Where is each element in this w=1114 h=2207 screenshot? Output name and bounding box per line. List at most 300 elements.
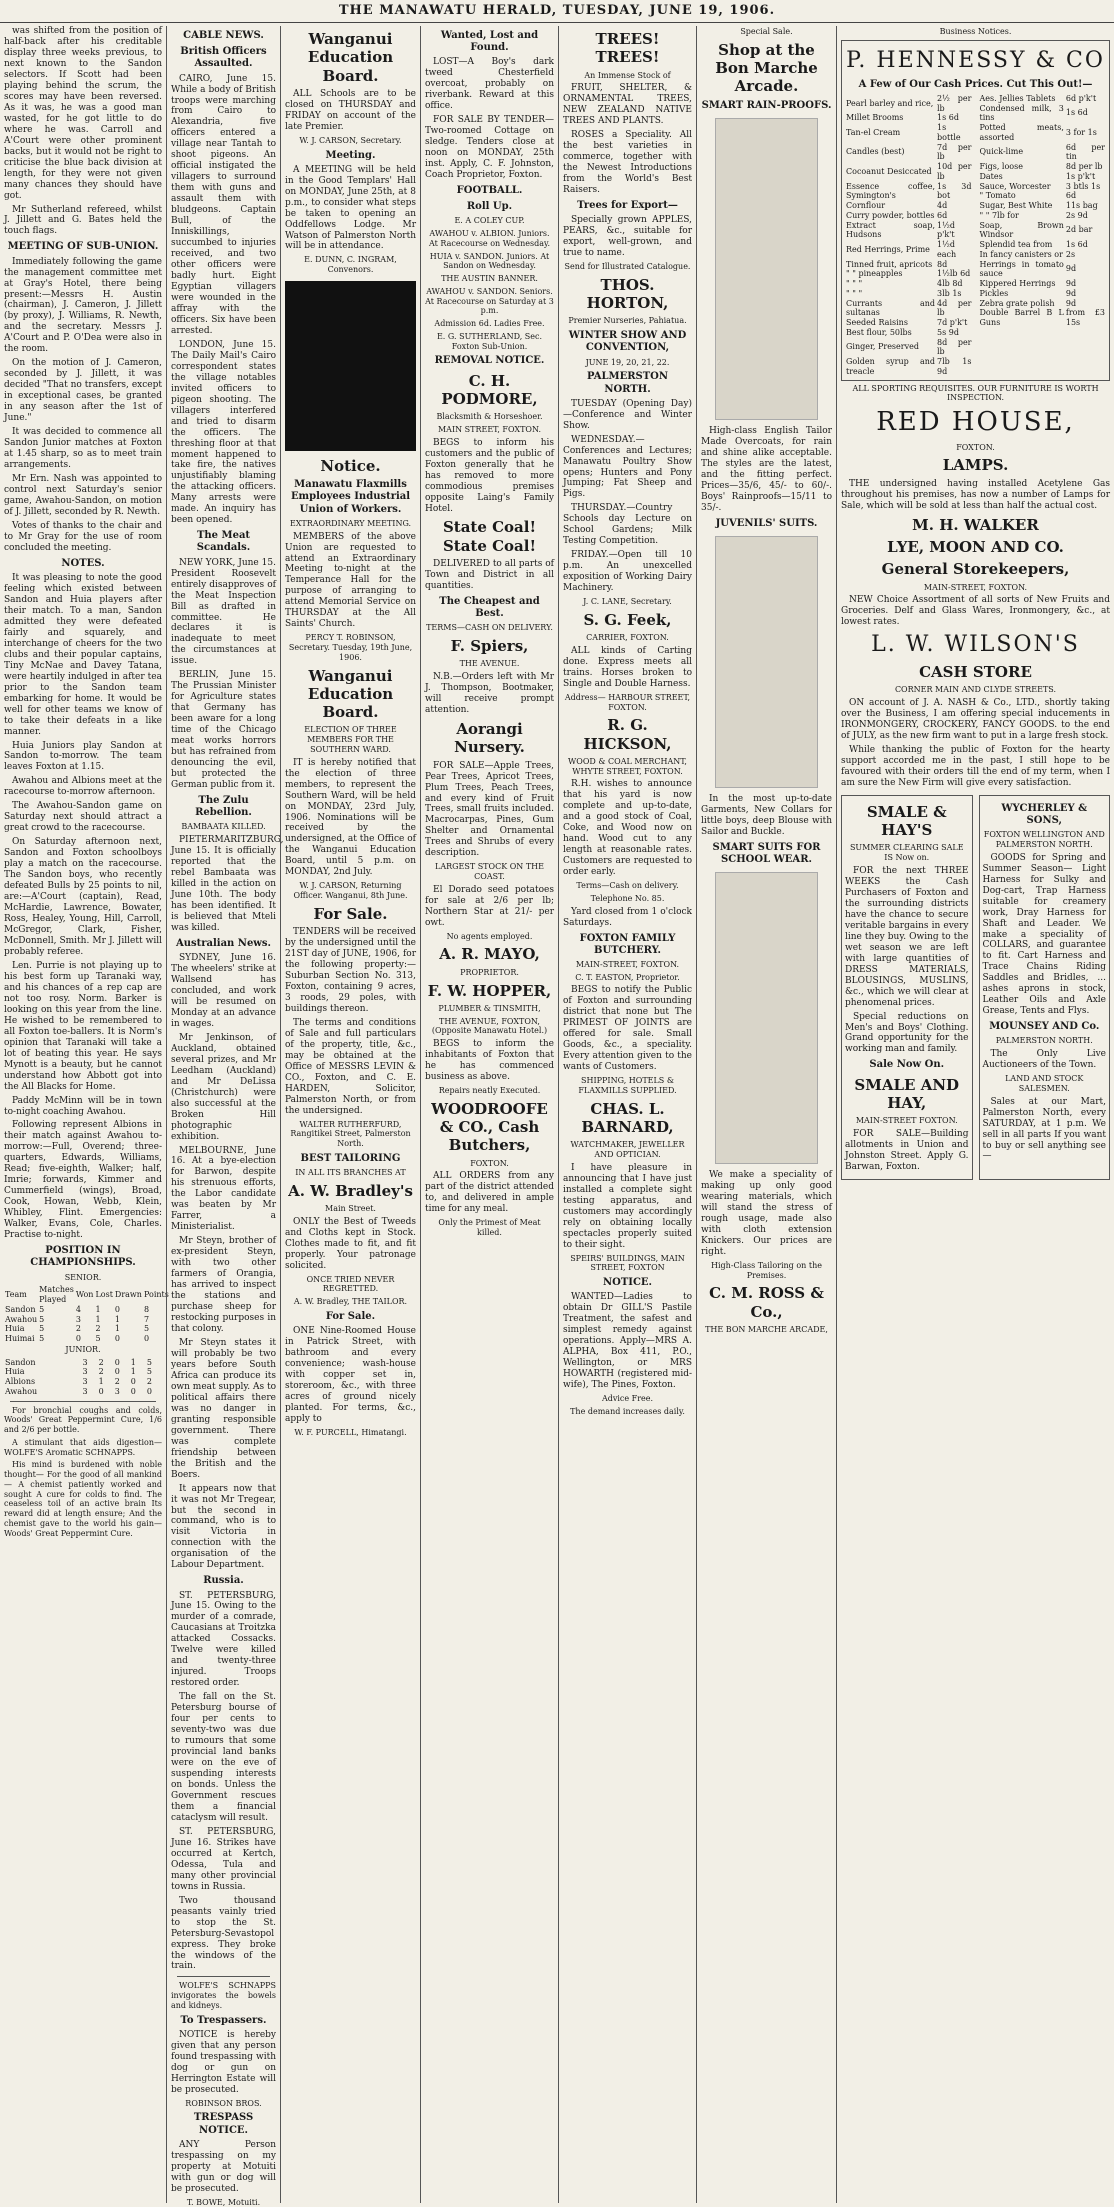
price-value: 4d per lb — [937, 298, 972, 318]
ad-subheading: TERMS—CASH ON DELIVERY. — [426, 623, 553, 633]
table-cell: 0 — [75, 1334, 81, 1343]
price-item: Seeded Raisins — [846, 318, 908, 328]
price-value: 6d — [1065, 191, 1077, 201]
ad-subheading: A Few of Our Cash Prices. Cut This Out!— — [858, 78, 1093, 90]
list-item — [845, 328, 973, 338]
ad-text: BEGS to inform his customers and the public of Foxton generally that he has removed to more commodious premises opposite Laing's Family Hotel. — [425, 437, 554, 514]
ad-heading: THOS. HORTON, — [586, 275, 669, 313]
notice-text: IT is hereby notified that the election of three members, to represent the Southern Ward, will be held on MONDAY, 23rd July, 1906. Nominations will be received by the undersigned, at the Office of the Wanganui Education Board, until 5 p.m. on MONDAY, 2nd July. — [285, 757, 416, 878]
table-cell: 0 — [143, 1334, 150, 1343]
ad-text: NEW Choice Assortment of all sorts of New Fruits and Groceries. Delf and Glass Wares, Ironmongery, &c., at lowest rates. — [841, 595, 1110, 628]
notice-heading: To Trespassers. — [180, 2014, 267, 2026]
ad-subheading: MAIN-STREET, FOXTON. — [575, 959, 680, 969]
notice-signature: W. J. CARSON, Secretary. — [299, 135, 402, 145]
table-cell: 2 — [98, 1357, 104, 1367]
ad-subheading: Only the Primest of Meat killed. — [438, 1218, 541, 1237]
article-heading: The Meat Scandals. — [196, 530, 251, 554]
price-item: Tan-el Cream — [846, 127, 901, 137]
ad-heading: CASH STORE — [919, 663, 1032, 682]
notice-text: ONE Nine-Roomed House in Patrick Street, with bathroom and every convenience; wash-house with copper set in, storeroom, &c., with three acres of ground nicely planted. For terms, &c., apply to — [285, 1326, 416, 1424]
school-suit-illustration — [715, 872, 818, 1164]
ad-text: DELIVERED to all parts of Town and District in all quantities. — [425, 559, 554, 591]
ad-text: WEDNESDAY.—Conferences and Lectures; Manawatu Poultry Show opens; Hunters and Pony Jumping; Fat Sheep and Pigs. — [563, 434, 692, 500]
table-cell: 1 — [130, 1357, 136, 1367]
table-cell: 3 — [82, 1386, 88, 1396]
notice-heading: TRESPASS NOTICE. — [193, 2112, 254, 2136]
ad-text: FOR SALE—Building allotments in Union and Johnston Street. Apply G. Barwan, Foxton. — [845, 1128, 969, 1172]
notice-signature: T. BOWE, Motuiti. — [186, 2197, 261, 2207]
ad-signature: E. G. SUTHERLAND, Sec. Foxton Sub-Union. — [436, 331, 543, 351]
article-text: Mr Jenkinson, of Auckland, obtained several prizes, and Mr Leedham (Auckland) and Mr DeLissa (Christchurch) were also successful at the Broken Hill photographic exhibition. — [171, 1032, 276, 1142]
notice-subheading: EXTRAORDINARY MEETING. — [289, 518, 412, 528]
price-item: Extract soap, Hudsons — [846, 220, 935, 240]
price-value: 8d per lb — [1065, 162, 1103, 172]
article-text: Mr Sutherland refereed, whilst J. Jillett and G. Bates held the touch flags. — [4, 204, 162, 237]
price-value: 9d — [1065, 264, 1077, 274]
wycherley-ad — [979, 795, 1111, 1180]
table-cell: 0 — [98, 1386, 104, 1396]
price-value: 6d p'k't — [1065, 93, 1097, 103]
article-text: It appears now that it was not Mr Tregear, but the second in command, who is to visit Victoria in connection with the organisation of the Labour Department. — [171, 1483, 276, 1571]
price-item: Figs, loose — [979, 162, 1023, 172]
list-item — [979, 182, 1107, 192]
list-item — [979, 308, 1107, 328]
table-cell: 8 — [143, 1304, 150, 1314]
notice-signature: WALTER RUTHERFURD, Rangitikei Street, Palmerston North. — [290, 1119, 411, 1149]
table-cell: 2 — [98, 1367, 104, 1377]
price-value: 7lb 1s 9d — [937, 357, 972, 376]
blacked-out-area — [285, 281, 416, 451]
column-2 — [166, 26, 284, 2207]
table-cell: Huimai — [5, 1334, 35, 1343]
list-item — [845, 279, 973, 289]
ad-heading: LAMPS. — [942, 456, 1009, 475]
notice-text: The terms and conditions of Sale and full particulars of the property, title, &c., may be obtained at the Office of MESSRS LEVIN & CO., Foxton, and C. E. HARDEN, Solicitor, Palmerston North, or from the undersigned. — [285, 1017, 416, 1116]
list-item — [979, 221, 1107, 241]
price-item: " " 7lb for — [979, 210, 1019, 220]
article-text: was shifted from the position of half-back after his creditable display three weeks previous, to next known to the Sandon selectors. If Scott had been playing behind the scrum, the scores may have been reversed. As it was, he was a good man wasted, for he got little to do where he was. Carroll and A'Court were other prominent backs, but it would not be right to criticise the blue back division at length, for they were not given many chances they should have got. — [4, 26, 162, 201]
table-cell: 3 — [75, 1314, 81, 1324]
divider — [10, 1401, 156, 1402]
ad-heading: Trees for Export— — [577, 200, 678, 212]
overcoat-illustration — [715, 118, 818, 420]
price-value: 9d — [1065, 298, 1077, 308]
ad-subheading: SHIPPING, HOTELS & FLAXMILLS SUPPLIED. — [578, 1076, 677, 1095]
price-item: Currants and sultanas — [846, 298, 935, 318]
table-header: Team — [5, 1290, 27, 1300]
table-row — [4, 1315, 170, 1325]
article-text: Paddy McMinn will be in town to-night coaching Awahou. — [4, 1095, 162, 1117]
ad-subheading: Premier Nurseries, Pahiatua. — [568, 316, 687, 326]
ad-subheading: Special Sale. — [740, 27, 793, 36]
notice-text: MEMBERS of the above Union are requested to attend an Extraordinary Meeting to-night at the Temperance Hall for the purpose of arranging to attend Memorial Service on THURSDAY at the All Saints' Church. — [285, 531, 416, 630]
table-cell: 0 — [114, 1367, 120, 1377]
table-cell: 0 — [146, 1386, 152, 1396]
ad-text: ALL ORDERS from any part of the district attended to, and delivered in ample time for any meal. — [425, 1171, 554, 1215]
column-1 — [0, 26, 169, 2203]
ad-heading: M. H. WALKER — [912, 515, 1039, 534]
table-cell: Awahou — [5, 1386, 38, 1396]
table-subheading: JUNIOR. — [65, 1344, 101, 1354]
list-item — [845, 94, 973, 114]
ad-text: FRIDAY.—Open till 10 p.m. An unexcelled exposition of Working Dairy Machinery. — [563, 550, 692, 594]
smale-hay-ad — [841, 795, 973, 1180]
ad-subheading: LARGEST STOCK ON THE COAST. — [435, 862, 544, 882]
notice-subheading: Manawatu Flaxmills Employees Industrial Union of Workers. — [290, 479, 411, 515]
ad-text: The Only Live Auctioneers of the Town. — [982, 1049, 1106, 1071]
table-cell: Awahou — [5, 1314, 38, 1324]
article-text: Votes of thanks to the chair and to Mr Gray for the use of room concluded the meeting. — [4, 520, 162, 553]
ad-text: ON account of J. A. NASH & Co., LTD., shortly taking over the Business, I am offering special inducements in IRONMONGERY, CROCKERY, FANCY GOODS. to the end of JULY, as the new firm want to put in a large fresh stock. — [841, 698, 1110, 742]
ad-text: THURSDAY.—Country Schools day Lecture on School Gardens; Milk Testing Competition. — [563, 503, 692, 547]
ad-heading: SMART SUITS FOR SCHOOL WEAR. — [712, 841, 821, 865]
table-cell: 0 — [114, 1334, 121, 1343]
senior-table — [4, 1285, 170, 1344]
article-heading: The Zulu Rebellion. — [195, 795, 252, 819]
ad-heading: F. Spiers, — [450, 637, 529, 656]
column-3 — [280, 26, 420, 2203]
price-value: 3 for 1s — [1065, 127, 1097, 137]
price-value: 1s 6d — [937, 113, 959, 123]
article-text: NEW YORK, June 15. President Roosevelt entirely disapproves of the Meat Inspection Bill as drafted in committee. He declares it is inadequate to meet the circumstances at issue. — [171, 557, 276, 667]
ad-signature: J. C. LANE, Secretary. — [583, 597, 672, 607]
article-text: Two thousand peasants vainly tried to stop the St. Petersburg-Sevastopol express. They broke the windows of the train. — [171, 1895, 276, 1972]
ad-subheading: WOOD & COAL MERCHANT, WHYTE STREET, FOXTON. — [568, 756, 687, 776]
hennessy-ad — [841, 40, 1110, 381]
price-item: " " pineapples — [846, 269, 903, 279]
ad-subheading: THE AVENUE. — [459, 659, 520, 669]
table-cell: 1 — [98, 1377, 104, 1386]
price-item: Herrings in tomato sauce — [979, 259, 1064, 279]
ad-subheading: Telephone No. 85. — [590, 893, 665, 903]
price-value: 1½d each — [937, 240, 957, 259]
ad-text: FOR the next THREE WEEKS the Cash Purchasers of Foxton and the surrounding districts have the chance to secure veritable bargains in every line they buy. Owing to the wet season we are left with large quantities of DRESS MATERIALS, BLOUSINGS, MUSLINS, &c., which we will clear at phenomenal prices. — [845, 865, 969, 1008]
ad-subheading: Address— HARBOUR STREET, FOXTON. — [564, 692, 691, 712]
table-cell: 1 — [95, 1304, 101, 1314]
table-cell: 0 — [130, 1386, 136, 1396]
price-value: 4d — [937, 201, 948, 211]
table-cell: 1 — [114, 1314, 121, 1324]
list-item — [845, 240, 973, 260]
ad-text: Sales at our Mart, Palmerston North, every SATURDAY, at 1 p.m. We sell in all parts If you want to buy or sell anything see— — [982, 1096, 1106, 1162]
notice-text: A MEETING will be held in the Good Templars' Hall on MONDAY, June 25th, at 8 p.m., to consider what steps be taken to opening an Oddfellows Lodge. Mr Watson of Palmerston North will be in attendance. — [285, 164, 416, 252]
table-cell: 3 — [114, 1386, 120, 1396]
ad-text: In the most up-to-date Garments, New Collars for little boys, deep Blouse with Sailor and Buckle. — [701, 793, 832, 837]
table-cell: Sandon — [5, 1304, 36, 1314]
notice-heading: REMOVAL NOTICE. — [434, 355, 545, 367]
ad-subheading: Sale Now On. — [869, 1059, 945, 1071]
ad-subheading: JUNE 19, 20, 21, 22. — [585, 357, 670, 367]
notice-text: ANY Person trespassing on my property at Motuiti with gun or dog will be prosecuted. — [171, 2139, 276, 2194]
list-item — [979, 279, 1107, 289]
article-text: CAIRO, June 15. While a body of British troops were marching from Cairo to Alexandria, five officers entered a village near Tantah to shoot pigeons. An official instigated the villagers to surround them with guns and assault them with bludgeons. Captain Bull, of the Inniskillings, succumbed to injuries received, and two other officers were badly hurt. Eight Egyptian villagers were wounded in the affray with the officers. Six have been arrested. — [171, 73, 276, 336]
table-cell: 1 — [130, 1367, 136, 1377]
ad-heading: CHAS. L. BARNARD, — [581, 1099, 674, 1136]
price-value: 8d per lb — [937, 337, 972, 357]
price-item: Zebra grate polish — [979, 298, 1055, 308]
list-item — [845, 260, 973, 270]
ad-text: Specially grown APPLES, PEARS, &c., suitable for export, well-grown, and true to name. — [563, 215, 692, 259]
article-text: On Saturday afternoon next, Sandon and Foxton schoolboys play a match on the racecourse. The Sandon boys, who recently defeated Bulls by 25 points to nil, are:—A'Court (captain), Read, McHardie, Lawrence, Bowater, Ross, Healey, Young, Hill, Carroll, McGregor, Clark, Fisher, McDonnell, Smith. Mr J. Jillett will probably referee. — [4, 837, 162, 957]
ad-text: R.H. wishes to announce that his yard is now complete and up-to-date, and a good stock of Coal, Coke, and Wood now on hand. Wood cut to any length at reasonable rates. Customers are requested to order early. — [563, 779, 692, 878]
ad-subheading: FOXTON WELLINGTON AND PALMERSTON NORTH. — [983, 830, 1105, 849]
article-text: Immediately following the game the management committee met at Gray's Hotel, there being present:—Messrs H. Austin (chairman), J. Cameron, J. Jillett (by proxy), J. Williams, R. Newth, and the secretary. Messrs J. A'Court and P. O'Dea were also in the room. — [4, 256, 162, 355]
notice-signature: W. F. PURCELL, Himatangi. — [294, 1427, 407, 1437]
classified-ad: FOR SALE BY TENDER—Two-roomed Cottage on sledge. Tenders close at noon on MONDAY, 25th inst. Apply, C. F. Johnston, Coach Proprietor, Foxton. — [425, 115, 554, 181]
ad-text: Admission 6d. Ladies Free. — [434, 319, 545, 329]
article-text: On the motion of J. Cameron, seconded by J. Jillett, it was decided "That no transfers, except in exceptional cases, be granted in any season after the 1st of June." — [4, 358, 162, 424]
ad-heading: SMALE & HAY'S — [866, 802, 947, 840]
ad-subheading: SUMMER CLEARING SALE IS Now on. — [849, 843, 964, 863]
ad-subheading: Blacksmith & Horseshoer. — [436, 412, 543, 422]
notice-text: NOTICE is hereby given that any person found trespassing with dog or gun on Herrington Estate will be prosecuted. — [171, 2029, 276, 2095]
ad-heading: SMART RAIN-PROOFS. — [701, 99, 832, 111]
price-value: 5s 9d — [937, 327, 959, 337]
article-text: It was pleasing to note the good feeling which existed between Sandon and Huia players after their match. To a man, Sandon admitted they were defeated fairly and squarely, and interchange of cheers for the two clubs and their popular captains, Tiny McNae and Davey Tatana, were heartily indulged in after tea prior to the Sandon team embarking for home. It would be well for other teams we know of to take their defeats in a like manner. — [4, 572, 162, 737]
table-header: Drawn — [114, 1290, 142, 1300]
ad-subheading: FOXTON. — [470, 1158, 509, 1168]
list-item — [845, 318, 973, 328]
price-value: 1s 3d bot — [937, 181, 972, 201]
notice-heading: Notice. — [320, 456, 381, 475]
list-item — [979, 299, 1107, 309]
table-row — [4, 1358, 162, 1368]
article-subheading: BAMBAATA KILLED. — [181, 822, 266, 832]
table-cell: 5 — [39, 1324, 45, 1334]
section-heading: NOTES. — [61, 557, 105, 569]
price-item: Double Barrel B L Guns — [979, 308, 1064, 328]
price-item: Cornflour — [846, 201, 886, 211]
ad-text: While thanking the public of Foxton for the hearty support accorded me in the past, I still hope to be favoured with their orders till the end of my term, when I am sure the New Firm will give every satisfaction. — [841, 744, 1110, 788]
price-item: Essence coffee, Symington's — [846, 181, 935, 201]
section-heading: MEETING OF SUB-UNION. — [7, 241, 159, 253]
ad-heading: TREES! TREES! — [595, 30, 660, 67]
table-header: Points — [143, 1290, 169, 1300]
ad-subheading: Send for Illustrated Catalogue. — [564, 262, 691, 272]
ad-subheading: PALMERSTON NORTH. — [995, 1036, 1093, 1046]
table-cell: Huia — [5, 1367, 25, 1377]
price-value: 11s bag — [1065, 201, 1098, 211]
price-item: Sugar, Best White — [979, 201, 1053, 211]
price-value: 2d bar — [1065, 225, 1093, 235]
advertisement: A stimulant that aids digestion—WOLFE'S Aromatic SCHNAPPS. — [4, 1437, 162, 1457]
price-item: Kippered Herrings — [979, 279, 1056, 289]
list-item — [979, 172, 1107, 182]
list-item — [979, 201, 1107, 211]
price-item: Millet Brooms — [846, 113, 904, 123]
divider — [177, 1976, 270, 1977]
price-item: " Tomato — [979, 191, 1016, 201]
ad-subheading: THE BON MARCHE ARCADE, — [705, 1324, 828, 1334]
table-cell: 2 — [114, 1377, 120, 1386]
list-item — [979, 211, 1107, 221]
ad-heading: FOOTBALL. — [456, 185, 523, 197]
price-item: Condensed milk, 3 tins — [979, 103, 1064, 123]
notice-subheading: Advice Free. — [601, 1393, 654, 1403]
advertisement: For bronchial coughs and colds, Woods' Great Peppermint Cure, 1/6 and 2/6 per bottle. — [4, 1405, 162, 1434]
list-item — [979, 260, 1107, 280]
table-cell: 2 — [95, 1324, 101, 1334]
table-row — [4, 1377, 162, 1387]
ad-subheading: MAIN STREET, FOXTON. — [437, 424, 542, 434]
table-heading: POSITION IN CHAMPIONSHIPS. — [30, 1245, 136, 1269]
price-item: Red Herrings, Prime — [846, 244, 930, 254]
article-text: Mr Steyn states it will probably be two years before South Africa can produce its own meat supply. As to political affairs there was no danger in granting responsible government. There was complete friendship between the British and the Boers. — [171, 1337, 276, 1480]
list-item — [979, 191, 1107, 201]
ad-subheading: SPEIRS' BUILDINGS, MAIN STREET, FOXTON — [570, 1253, 685, 1273]
price-list-right — [979, 94, 1107, 328]
list-item — [845, 357, 973, 377]
table-header: Won — [75, 1290, 94, 1300]
table-cell: 5 — [146, 1367, 152, 1377]
notice-heading: Wanganui Education Board. — [307, 666, 394, 722]
ad-subheading: Terms—Cash on delivery. — [576, 881, 679, 891]
list-item — [845, 269, 973, 279]
table-cell: 1 — [114, 1324, 121, 1334]
ad-heading: Roll Up. — [466, 201, 513, 213]
price-item: Curry powder, bottles — [846, 210, 935, 220]
table-cell: 3 — [82, 1367, 88, 1377]
juvenile-suit-illustration — [715, 536, 818, 788]
ad-subheading: IN ALL ITS BRANCHES AT — [295, 1168, 406, 1178]
section-heading: Wanted, Lost and Found. — [440, 30, 539, 54]
ad-heading: C. M. ROSS & Co., — [709, 1284, 824, 1321]
ad-heading: Shop at the Bon Marche Arcade. — [715, 40, 818, 96]
table-cell: 5 — [146, 1357, 152, 1367]
price-item: Quick-lime — [979, 147, 1024, 157]
list-item — [979, 104, 1107, 124]
ad-subheading: E. A COLEY CUP. — [454, 216, 525, 226]
notice-signature: PERCY T. ROBINSON, Secretary. Tuesday, 19th June, 1906. — [288, 633, 413, 662]
ad-text: We make a speciality of making up only good wearing materials, which will stand the stress of rough usage, made also with cloth extension Knickers. Our prices are right. — [701, 1170, 832, 1257]
price-list-left — [845, 94, 973, 377]
ad-text: N.B.—Orders left with Mr J. Thompson, Bootmaker, will receive prompt attention. — [425, 672, 554, 716]
ad-text: High-class English Tailor Made Overcoats, for rain and shine alike acceptable. The styles are the latest, and the fitting perfect. Prices—35/6, 45/- to 60/-. Boys' Rainproofs—15/11 to 35/-. — [701, 425, 832, 513]
price-item: Tinned fruit, apricots — [846, 259, 933, 269]
list-item — [845, 162, 973, 182]
price-item: " " " — [846, 288, 863, 298]
price-value: 8d — [937, 259, 948, 269]
ad-subheading: CORNER MAIN AND CLYDE STREETS. — [894, 685, 1057, 695]
table-cell: 4 — [75, 1304, 81, 1314]
price-item: Dates — [979, 171, 1003, 181]
list-item — [845, 338, 973, 358]
table-header: Lost — [95, 1290, 113, 1300]
price-value: 7d per lb — [937, 142, 972, 162]
column-4 — [420, 26, 558, 2203]
table-cell: 5 — [143, 1324, 150, 1334]
ad-heading: WINTER SHOW AND CONVENTION, — [568, 330, 687, 354]
list-item — [845, 289, 973, 299]
ad-text: FRUIT, SHELTER, & ORNAMENTAL TREES, NEW ZEALAND NATIVE TREES AND PLANTS. — [563, 83, 692, 127]
ad-text: TUESDAY (Opening Day)—Conference and Winter Show. — [563, 398, 692, 431]
fixture: AWAHOU v. SANDON. Seniors. At Racecourse on Saturday at 3 p.m. — [425, 286, 554, 316]
list-item — [845, 143, 973, 163]
price-item: Splendid tea from — [979, 240, 1053, 250]
price-item: Sauce, Worcester — [979, 181, 1051, 191]
notice-heading: Meeting. — [325, 149, 376, 161]
price-item: Cocoanut Desiccated — [846, 166, 932, 176]
list-item — [979, 143, 1107, 163]
classified-ad: LOST—A Boy's dark tweed Chesterfield overcoat, probably on riverbank. Reward at this office. — [425, 57, 554, 112]
article-text: BERLIN, June 15. The Prussian Minister for Agriculture states that Germany has been aware for a long time of the Chicago meat works horrors but has refrained from denouncing the evil, but protected the German public from it. — [171, 670, 276, 791]
table-cell: 0 — [130, 1377, 136, 1386]
ad-heading: The Cheapest and Best. — [439, 595, 540, 620]
price-item: Potted meats, assorted — [979, 123, 1064, 142]
table-cell: 0 — [114, 1357, 120, 1367]
article-text: Mr Ern. Nash was appointed to control next Saturday's senior game, Awahou-Sandon, on motion of J. Jillett, seconded by R. Newth. — [4, 474, 162, 517]
ad-text: FOR SALE—Apple Trees, Pear Trees, Apricot Trees, Plum Trees, Peach Trees, and every kind of Fruit Trees, small fruits included. Macrocarpas, Pines, Gum Shelter and Ornamental Trees and Shrubs of every description. — [425, 760, 554, 859]
price-item: " " " — [846, 279, 863, 289]
price-value: 7d p'k't — [937, 318, 968, 328]
ad-heading: FOXTON FAMILY BUTCHERY. — [579, 932, 676, 956]
article-text: LONDON, June 15. The Daily Mail's Cairo correspondent states the village notables invited officers to pigeon shooting. The villagers interfered and tried to disarm the officers. The threshing floor at that moment happened to take fire, the natives unjustifiably blaming the attacking officers. Many arrests were made. An inquiry has been opened. — [171, 339, 276, 526]
list-item — [845, 113, 973, 123]
masthead: THE MANAWATU HERALD, TUESDAY, JUNE 19, 1906. — [0, 0, 1114, 23]
ad-text: El Dorado seed potatoes for sale at 2/6 per lb; Northern Star at 21/- per owt. — [425, 884, 554, 928]
price-item: Soap, Brown Windsor — [979, 220, 1064, 240]
price-item: Candles (best) — [846, 147, 905, 157]
table-row — [4, 1367, 162, 1377]
list-item — [845, 221, 973, 241]
ad-text: ALL kinds of Carting done. Express meets all trains. Horses broken to Single and Double Harness. — [563, 645, 692, 689]
notice-text: WANTED—Ladies to obtain Dr GILL'S Pastile Treatment, the safest and simplest remedy against operations. Apply—MRS A. ALPHA, Box 411, P.O., Wellington, or MRS HOWARTH (registered mid-wife), The Pines, Foxton. — [563, 1292, 692, 1390]
advertisement: WOLFE'S SCHNAPPS invigorates the bowels and kidneys. — [171, 1981, 276, 2010]
article-text: SYDNEY, June 16. The wheelers' strike at Wallsend has concluded, and work will be resumed on Monday at an advance in wages. — [171, 953, 276, 1029]
ad-heading: RED HOUSE, — [876, 407, 1075, 438]
notice-signature: W. J. CARSON, Returning Officer. Wanganui, 8th June. — [293, 881, 408, 901]
ad-heading: WOODROOFE & CO., Cash Butchers, — [431, 1099, 548, 1155]
table-row — [4, 1334, 170, 1344]
price-value: 1½d p'k't — [937, 220, 955, 240]
ad-heading: WYCHERLEY & SONS, — [1001, 802, 1088, 827]
table-header: Matches Played — [39, 1285, 74, 1304]
ad-heading: SMALE AND HAY, — [854, 1075, 960, 1112]
ad-subheading: MAIN-STREET, FOXTON. — [923, 582, 1028, 592]
price-value: 2½ per lb — [937, 93, 972, 113]
ad-heading: R. G. HICKSON, — [583, 716, 672, 753]
ad-subheading: C. T. EASTON, Proprietor. — [575, 972, 680, 982]
list-item — [845, 201, 973, 211]
ad-text: BEGS to notify the Public of Foxton and surrounding district that none but The PRIMEST OF JOINTS are offered for sale. Small Goods, &c., a speciality. Every attention given to the wants of Customers. — [563, 985, 692, 1073]
table-cell: 5 — [39, 1304, 45, 1314]
ad-heading: L. W. WILSON'S — [871, 632, 1080, 658]
list-item — [979, 240, 1107, 250]
section-heading: CABLE NEWS. — [183, 30, 264, 41]
ad-text: THE undersigned having installed Acetylene Gas throughout his premises, has now a number of Lamps for Sale, which will be sold at less than half the actual cost. — [841, 478, 1110, 511]
price-value: 1s 6d — [1065, 240, 1088, 250]
ad-heading: A. R. MAYO, — [439, 945, 540, 964]
notice-heading: Wanganui Education Board. — [307, 30, 394, 85]
ad-subheading: LAND AND STOCK SALESMEN. — [1005, 1074, 1084, 1093]
ad-text: GOODS for Spring and Summer Season— Light Harness for Sulky and Dog-cart, Trap Harness suitable for creamery work, Dray Harness for Shaft and Leader. We make a speciality of COLLARS, and guarantee to fit. Cart Harness and Trace Chains Riding Saddles and Bridles, ... ashes aprons in stock, Leather Oils and Axle Grease, Tents and Flys. — [982, 852, 1106, 1017]
notice-signature: E. DUNN, C. INGRAM, Convenors. — [304, 255, 397, 275]
table-cell: 2 — [146, 1377, 152, 1386]
price-item: Best flour, 50lbs — [846, 327, 912, 337]
article-text: Huia Juniors play Sandon at Sandon to-morrow. The team leaves Foxton at 1.15. — [4, 740, 162, 773]
price-value: 4lb 8d — [937, 279, 963, 289]
ad-heading: F. W. HOPPER, — [427, 981, 552, 1000]
column-7 — [836, 26, 1114, 2203]
list-item — [979, 289, 1107, 299]
article-text: It was decided to commence all Sandon Junior matches at Foxton at 1.45 sharp, so as to meet train arrangements. — [4, 427, 162, 471]
ad-heading: LYE, MOON AND CO. — [887, 537, 1064, 556]
ad-subheading: Main Street. — [325, 1204, 376, 1214]
table-cell: 1 — [95, 1314, 101, 1324]
table-cell: 0 — [114, 1304, 121, 1314]
ad-text: Special reductions on Men's and Boys' Clothing. Grand opportunity for the working man and family. — [845, 1011, 969, 1055]
notice-heading: For Sale. — [313, 904, 388, 923]
